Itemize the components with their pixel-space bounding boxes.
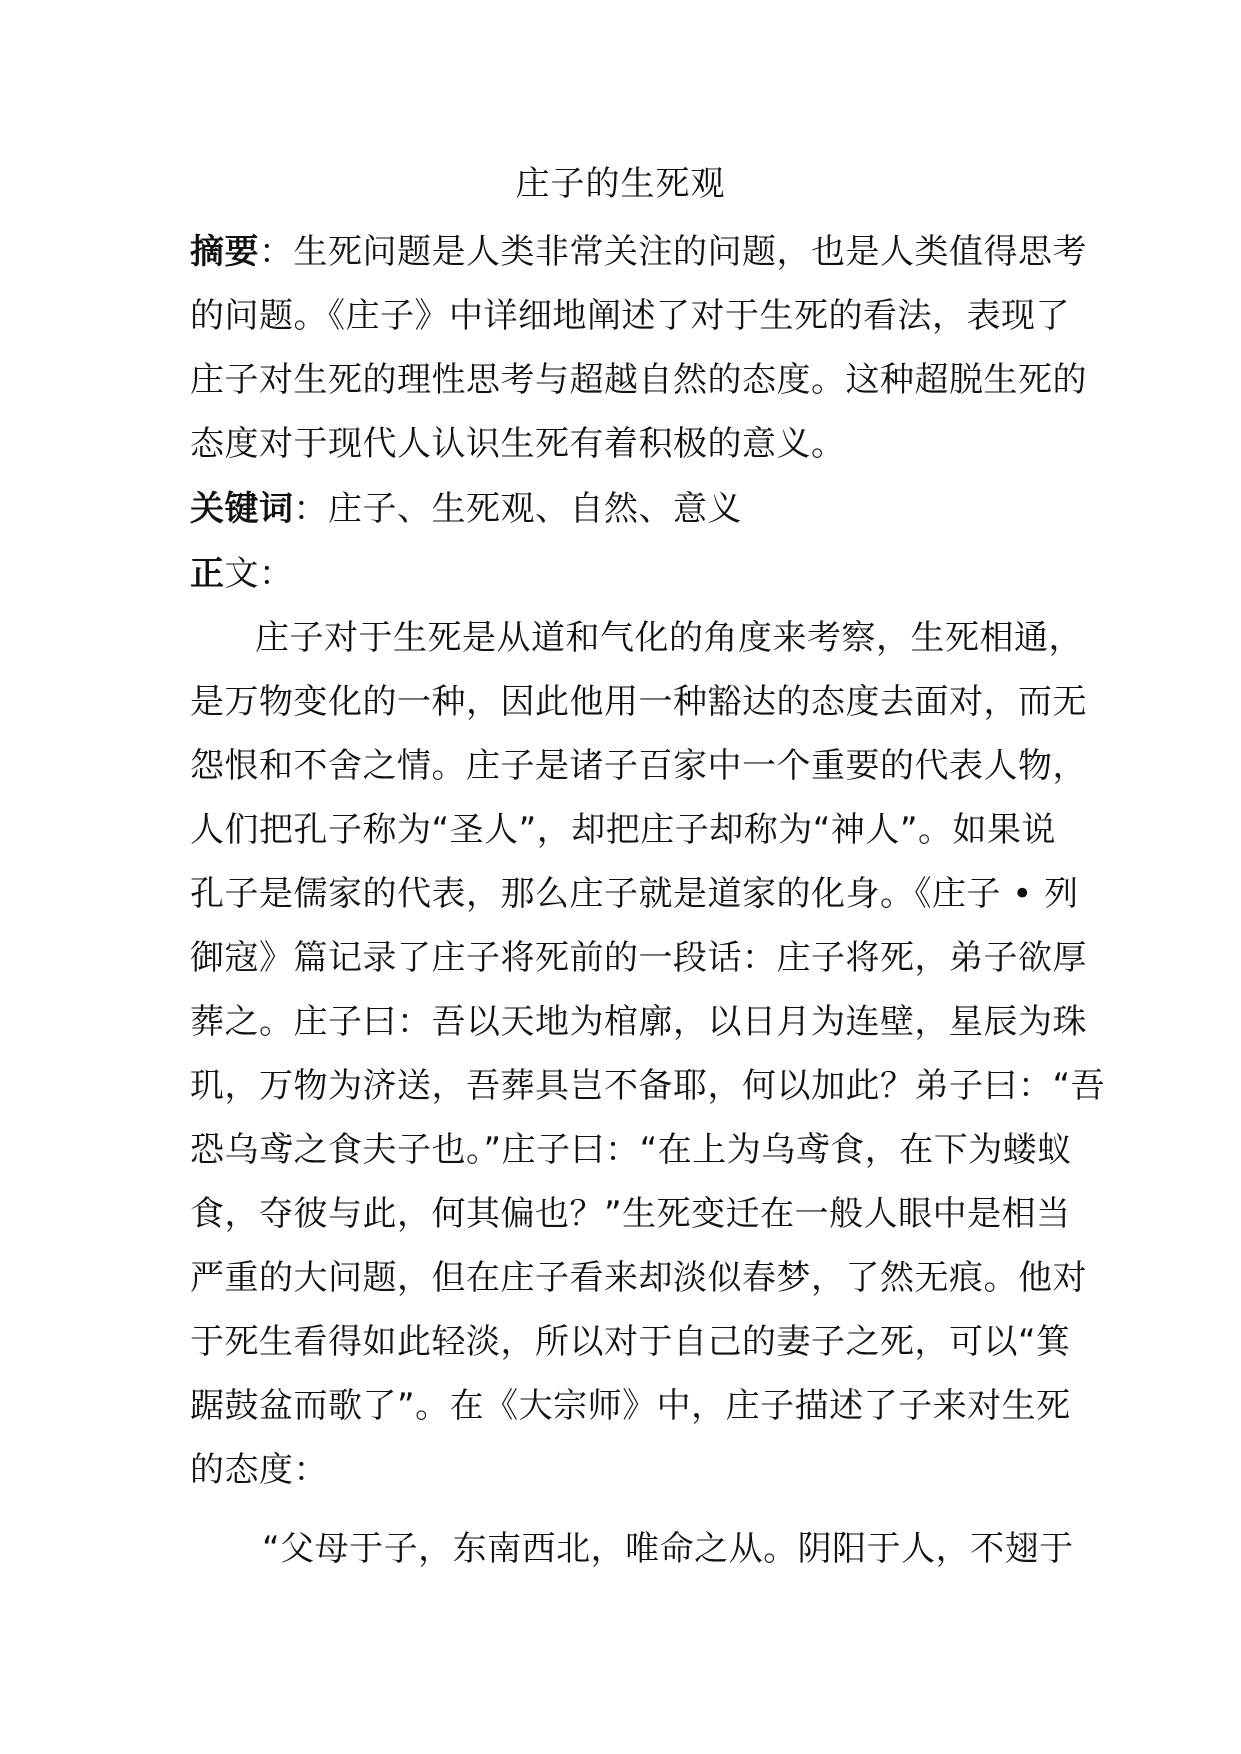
- keywords-line: [190, 485, 742, 533]
- paragraph-1-line-10: 食，夺彼与此，何其偏也？”生死变迁在一般人眼中是相当: [190, 1194, 1071, 1234]
- paragraph-2-line-1: “父母于子，东南西北，唯命之从。阴阳于人，不翅于: [262, 1529, 1074, 1569]
- paragraph-1-line-11: 严重的大问题，但在庄子看来却淡似春梦，了然无痕。他对: [190, 1258, 1087, 1298]
- abstract-text: ：生死问题是人类非常关注的问题，也是人类值得思考: [259, 232, 1087, 272]
- paragraph-1-line-8: 玑，万物为济送，吾葬具岂不备耶，何以加此？弟子曰：“吾: [190, 1066, 1106, 1106]
- body-heading-rest: 文：: [224, 554, 294, 594]
- document-title: 庄子的生死观: [515, 164, 726, 204]
- paragraph-1-line-2: 是万物变化的一种，因此他用一种豁达的态度去面对，而无: [190, 682, 1087, 722]
- paragraph-1-line-6: 御寇》篇记录了庄子将死前的一段话：庄子将死，弟子欲厚: [190, 938, 1087, 978]
- abstract-line-2: 的问题。《庄子》中详细地阐述了对于生死的看法，表现了: [190, 296, 1070, 336]
- paragraph-1-line-7: 葬之。庄子曰：吾以天地为棺廓，以日月为连壁，星辰为珠: [190, 1002, 1087, 1042]
- abstract-line-4: 态度对于现代人认识生死有着积极的意义。: [190, 424, 846, 464]
- paragraph-1-line-13: 踞鼓盆而歌了”。在《大宗师》中，庄子描述了子来对生死: [190, 1386, 1071, 1426]
- paragraph-1-line-9: 恐乌鸢之食夫子也。”庄子曰：“在上为乌鸢食，在下为蝼蚁: [190, 1130, 1072, 1170]
- body-heading: [190, 550, 294, 598]
- abstract-line-1: [190, 228, 1087, 276]
- paragraph-1-line-3: 怨恨和不舍之情。庄子是诸子百家中一个重要的代表人物，: [190, 746, 1087, 786]
- abstract-label: 摘要: [190, 232, 259, 272]
- abstract-line-3: 庄子对生死的理性思考与超越自然的态度。这种超脱生死的: [190, 360, 1087, 400]
- paragraph-1-line-1: 庄子对于生死是从道和气化的角度来考察，生死相通，: [255, 618, 1083, 658]
- paragraph-1-line-4: 人们把孔子称为“圣人”，却把庄子却称为“神人”。如果说: [190, 810, 1056, 850]
- paragraph-1-line-5: 孔子是儒家的代表，那么庄子就是道家的化身。《庄子 • 列: [190, 874, 1079, 914]
- paragraph-1-line-14: 的态度：: [190, 1450, 328, 1490]
- keywords-text: ：庄子、生死观、自然、意义: [293, 489, 742, 529]
- paragraph-1-line-12: 于死生看得如此轻淡，所以对于自己的妻子之死，可以“箕: [190, 1322, 1071, 1362]
- body-heading-label: 正: [190, 554, 225, 594]
- keywords-label: 关键词: [190, 489, 294, 529]
